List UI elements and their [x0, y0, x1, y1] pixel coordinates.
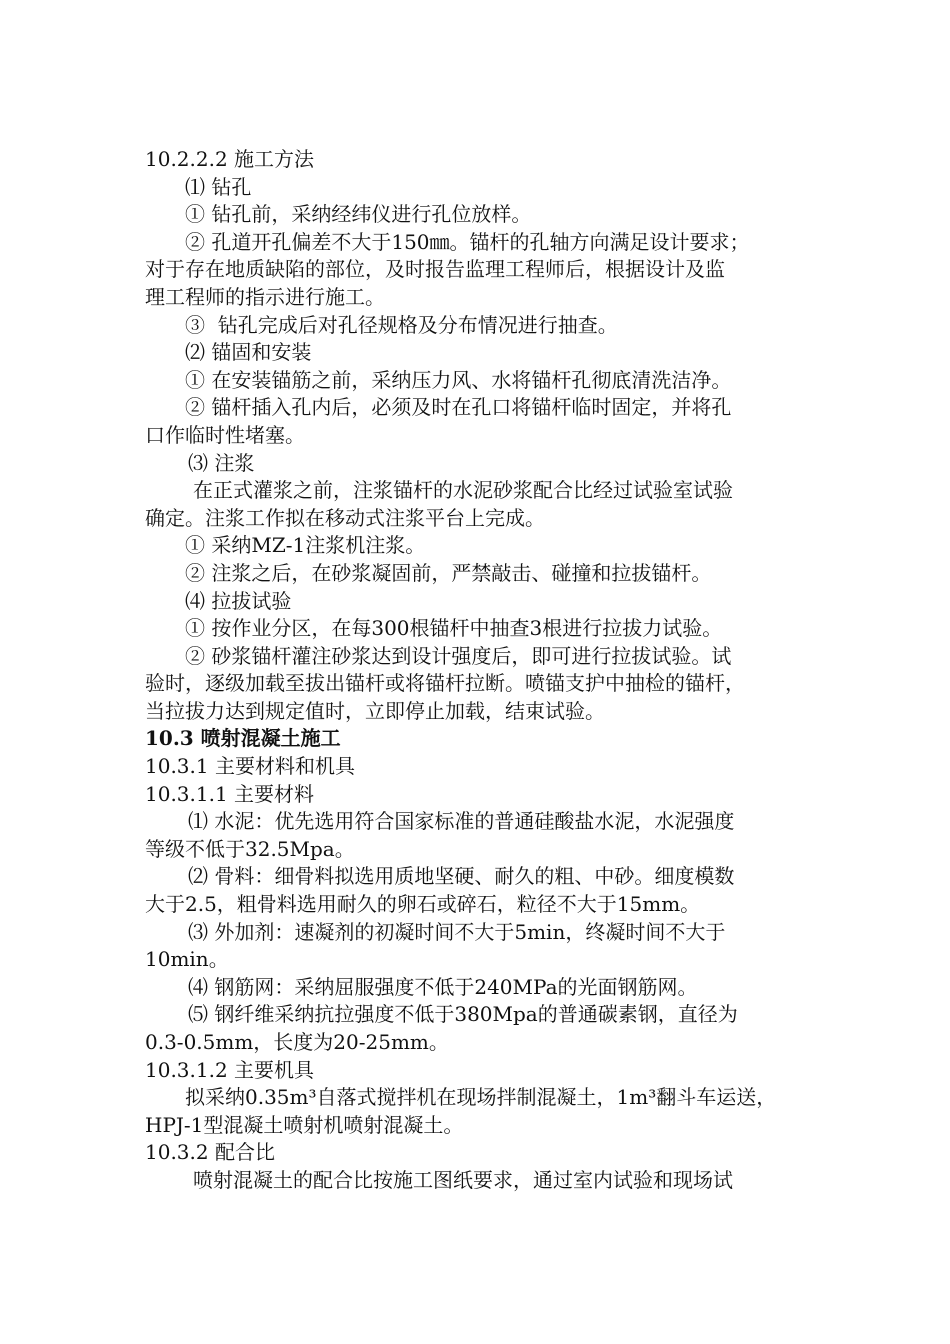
text-line: ⑷ 拉拔试验: [185, 588, 292, 613]
text-line: 当拉拔力达到规定值时，立即停止加载，结束试验。: [145, 698, 605, 723]
text-line: HPJ-1型混凝土喷射机喷射混凝土。: [145, 1112, 464, 1137]
text-line: 10.2.2.2 施工方法: [145, 147, 315, 171]
text-line: ① 在安装锚筋之前，采纳压力风、水将锚杆孔彻底清洗洁净。: [185, 367, 732, 392]
text-line: ② 注浆之后，在砂浆凝固前，严禁敲击、碰撞和拉拔锚杆。: [185, 560, 712, 585]
text-line: 等级不低于32.5Mpa。: [145, 836, 355, 861]
text-line: 喷射混凝土的配合比按施工图纸要求，通过室内试验和现场试: [193, 1167, 733, 1192]
text-line: 对于存在地质缺陷的部位，及时报告监理工程师后，根据设计及监: [145, 257, 725, 282]
text-line: 确定。注浆工作拟在移动式注浆平台上完成。: [145, 505, 545, 530]
text-line: 拟采纳0.35m³自落式搅拌机在现场拌制混凝土，1m³翻斗车运送，: [185, 1085, 777, 1110]
text-line: ② 孔道开孔偏差不大于150㎜。锚杆的孔轴方向满足设计要求；: [185, 229, 750, 254]
text-line: ③ 钻孔完成后对孔径规格及分布情况进行抽查。: [185, 312, 618, 337]
text-line: ⑷ 钢筋网：采纳屈服强度不低于240MPa的光面钢筋网。: [188, 974, 698, 999]
text-line: ⑴ 水泥：优先选用符合国家标准的普通硅酸盐水泥，水泥强度: [188, 809, 735, 834]
text-line: ② 锚杆插入孔内后，必须及时在孔口将锚杆临时固定，并将孔: [185, 395, 732, 420]
text-line: 大于2.5，粗骨料选用耐久的卵石或碎石，粒径不大于15mm。: [145, 892, 701, 917]
text-line: ⑵ 锚固和安装: [185, 340, 312, 365]
text-line: 验时，逐级加载至拔出锚杆或将锚杆拉断。喷锚支护中抽检的锚杆，: [145, 671, 745, 696]
text-line: ① 采纳MZ-1注浆机注浆。: [185, 533, 426, 558]
text-line: ① 钻孔前，采纳经纬仪进行孔位放样。: [185, 202, 532, 227]
text-line: ⑵ 骨料：细骨料拟选用质地坚硬、耐久的粗、中砂。细度模数: [188, 864, 735, 889]
text-line: 10.3.1.2 主要机具: [145, 1057, 315, 1082]
text-line: ⑶ 外加剂：速凝剂的初凝时间不大于5min，终凝时间不大于: [188, 919, 726, 944]
text-line: 10min。: [145, 947, 229, 972]
text-line: ⑶ 注浆: [188, 450, 255, 475]
text-line: ② 砂浆锚杆灌注砂浆达到设计强度后，即可进行拉拔试验。试: [185, 643, 732, 668]
text-line: 在正式灌浆之前，注浆锚杆的水泥砂浆配合比经过试验室试验: [193, 478, 733, 503]
text-line: 10.3.1 主要材料和机具: [145, 754, 355, 779]
text-line: ① 按作业分区，在每300根锚杆中抽查3根进行拉拔力试验。: [185, 616, 723, 641]
text-line: ⑴ 钻孔: [185, 174, 252, 199]
section-heading: 10.3 喷射混凝土施工: [145, 726, 341, 751]
document-body: [145, 146, 815, 1195]
text-line: 0.3-0.5mm，长度为20-25mm。: [145, 1030, 449, 1054]
text-line: 口作临时性堵塞。: [145, 422, 305, 447]
text-line: ⑸ 钢纤维采纳抗拉强度不低于380Mpa的普通碳素钢，直径为: [188, 1002, 738, 1027]
text-line: 理工程师的指示进行施工。: [145, 284, 385, 309]
text-line: 10.3.1.1 主要材料: [145, 781, 315, 806]
text-line: 10.3.2 配合比: [145, 1140, 275, 1165]
